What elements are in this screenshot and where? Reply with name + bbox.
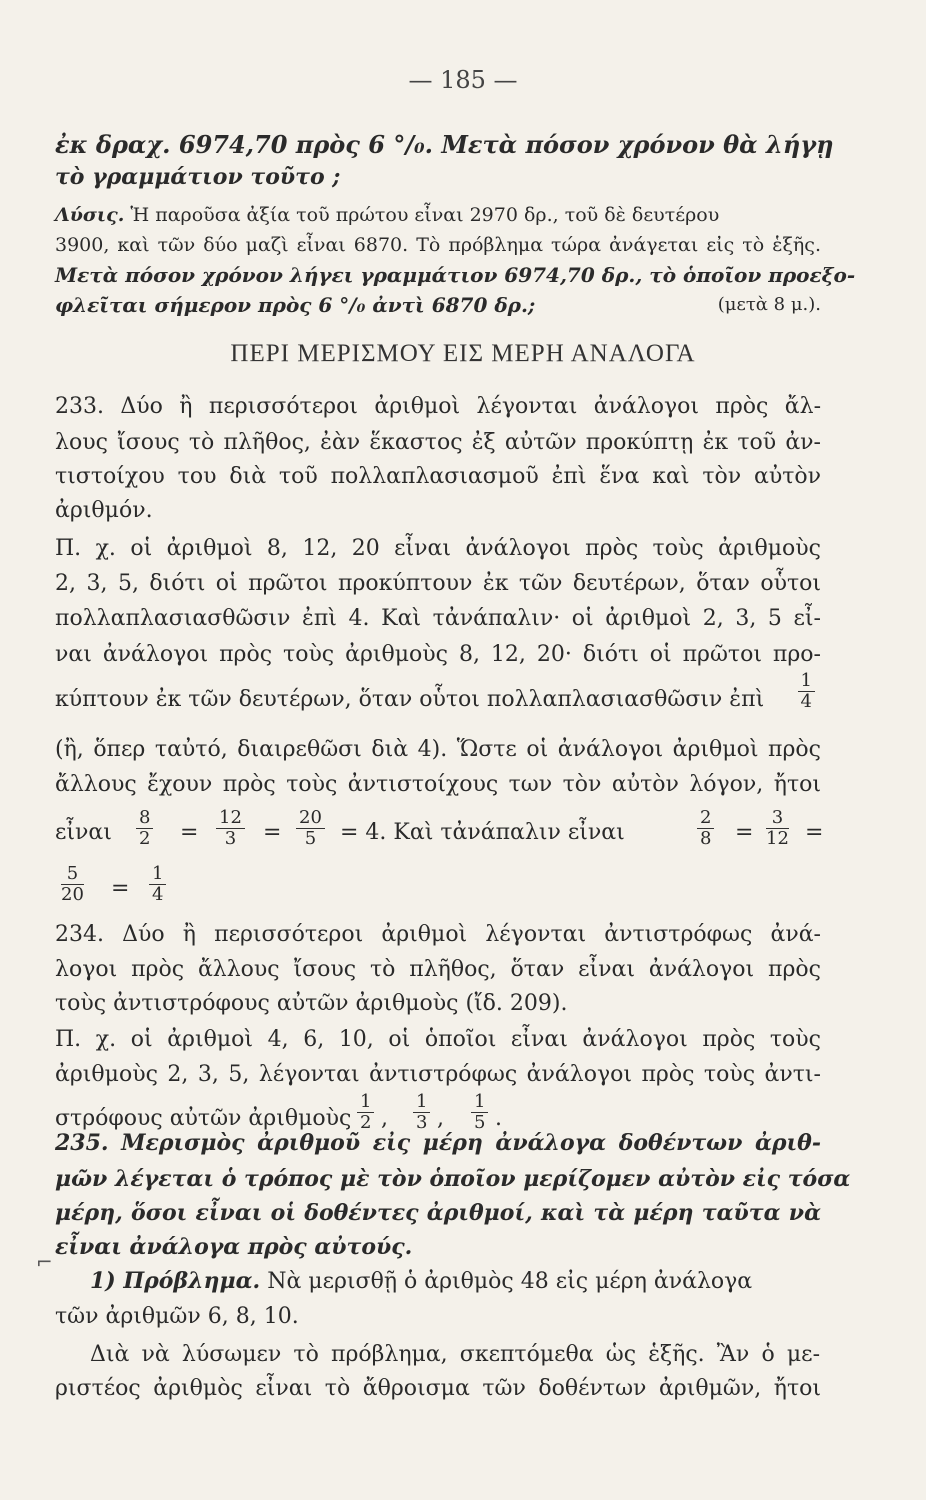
fraction: $\frac{1}{3}$ bbox=[413, 1092, 430, 1133]
text-line: τιστοίχου του διὰ τοῦ πολλαπλασιασμοῦ ἐπὶ ἕνα καὶ τὸν αὐτὸν bbox=[55, 464, 821, 489]
fraction: $\frac{1}{2}$ bbox=[357, 1092, 374, 1133]
fraction: $\frac{20}{5}$ bbox=[296, 808, 325, 849]
text-line: μῶν λέγεται ὁ τρόπος μὲ τὸν ὁποῖον μερίζομεν αὐτὸν εἰς τόσα bbox=[55, 1166, 851, 1192]
text-line: Διὰ νὰ λύσωμεν τὸ πρόβλημα, σκεπτόμεθα ὡς ἑξῆς. Ἂν ὁ με- bbox=[90, 1342, 820, 1367]
text-span: Νὰ μερισθῇ ὁ ἀριθμὸς 48 εἰς μέρη ἀνάλογα bbox=[260, 1269, 753, 1294]
text-line: ριστέος ἀριθμὸς εἶναι τὸ ἄθροισμα τῶν δοθέντων ἀριθμῶν, ἤτοι bbox=[55, 1376, 821, 1401]
text-line: ἐκ δραχ. 6974,70 πρὸς 6 °/₀. Μετὰ πόσον χρόνον θὰ λήγῃ bbox=[55, 130, 834, 159]
text-line: τῶν ἀριθμῶν 6, 8, 10. bbox=[55, 1304, 299, 1329]
fraction: $\frac{2}{8}$ bbox=[697, 808, 714, 849]
fraction: $\frac{1}{4}$ bbox=[149, 864, 166, 905]
fraction: $\frac{12}{3}$ bbox=[216, 808, 245, 849]
text-span: στρόφους αὐτῶν ἀριθμοὺς bbox=[55, 1106, 352, 1131]
solution-label: Λύσις. bbox=[55, 204, 125, 226]
text-line: τοὺς ἀντιστρόφους αὐτῶν ἀριθμοὺς (ἴδ. 209). bbox=[55, 991, 568, 1016]
text-line bbox=[55, 392, 821, 422]
text-line: λους ἴσους τὸ πλῆθος, ἐὰν ἕκαστος ἐξ αὐτῶν προκύπτῃ ἐκ τοῦ ἀν- bbox=[55, 430, 821, 455]
text-line: Μετὰ πόσον χρόνον λήγει γραμμάτιον 6974,70 δρ., τὸ ὁποῖον προεξο- bbox=[55, 263, 856, 287]
fraction: $\frac{5}{20}$ bbox=[61, 863, 84, 905]
fraction: $\frac{3}{12}$ bbox=[766, 807, 789, 849]
para-233-line: 233. Δύο ἢ περισσότεροι ἀριθμοὶ λέγονται ἀνάλογοι πρὸς ἄλ- bbox=[55, 394, 821, 419]
text-span: φλεῖται σήμερον πρὸς 6 °/₀ ἀντὶ 6870 δρ.; bbox=[55, 293, 536, 317]
text-line bbox=[55, 290, 821, 320]
text-span: εἶναι bbox=[55, 820, 112, 845]
margin-mark: ⌐ bbox=[36, 1250, 53, 1274]
text-line: στρόφους αὐτῶν ἀριθμοὺς $\frac{1}{2}$ , $\frac{1}{3}$ , $\frac{1}{5}$ . bbox=[55, 1091, 502, 1133]
equation-line: εἶναι $\frac{8}{2}$ = $\frac{12}{3}$ = $\frac{20}{5}$ = 4. Καὶ τἀνάπαλιν εἶναι $\frac{2}{8}$ = $\frac{3}{12}$ = bbox=[55, 807, 824, 849]
section-heading: ΠΕΡΙ ΜΕΡΙΣΜΟΥ ΕΙΣ ΜΕΡΗ ΑΝΑΛΟΓΑ bbox=[230, 340, 696, 367]
text-line: ἄλλους ἔχουν πρὸς τοὺς ἀντιστοίχους των τὸν αὐτὸν λόγον, ἤτοι bbox=[55, 772, 821, 797]
fraction: $\frac{1}{5}$ bbox=[471, 1092, 488, 1133]
text-line: ἀριθμόν. bbox=[55, 498, 153, 523]
text-line bbox=[55, 670, 821, 715]
equation-line: $\frac{5}{20}$ = $\frac{1}{4}$ bbox=[55, 864, 821, 914]
text-line: (ἢ, ὅπερ ταὐτό, διαιρεθῶσι διὰ 4). Ὥστε οἱ ἀνάλογοι ἀριθμοὶ πρὸς bbox=[55, 737, 821, 762]
text-line: ἀριθμοὺς 2, 3, 5, λέγονται ἀντιστρόφως ἀνάλογοι πρὸς τοὺς ἀντι- bbox=[55, 1062, 821, 1087]
text-line: Π. χ. οἱ ἀριθμοὶ 8, 12, 20 εἶναι ἀνάλογοι πρὸς τοὺς ἀριθμοὺς bbox=[55, 536, 821, 561]
text-line: 2, 3, 5, διότι οἱ πρῶτοι προκύπτουν ἐκ τῶν δευτέρων, ὅταν οὗτοι bbox=[55, 571, 821, 596]
text-line: 235. Μερισμὸς ἀριθμοῦ εἰς μέρη ἀνάλογα δοθέντων ἀριθ- bbox=[55, 1130, 821, 1156]
text-line: Π. χ. οἱ ἀριθμοὶ 4, 6, 10, οἱ ὁποῖοι εἶναι ἀνάλογοι πρὸς τοὺς bbox=[55, 1027, 821, 1052]
text-line bbox=[90, 1266, 820, 1297]
fraction: $\frac{8}{2}$ bbox=[136, 808, 153, 849]
text-line: 3900, καὶ τῶν δύο μαζὶ εἶναι 6870. Τὸ πρόβλημα τώρα ἀνάγεται εἰς τὸ ἑξῆς. bbox=[55, 234, 821, 256]
fraction: $\frac{1}{4}$ bbox=[798, 671, 815, 712]
text-span: Ἡ παροῦσα ἀξία τοῦ πρώτου εἶναι 2970 δρ., τοῦ δὲ δευτέρου bbox=[124, 204, 720, 226]
text-line: πολλαπλασιασθῶσιν ἐπὶ 4. Καὶ τἀνάπαλιν· οἱ ἀριθμοὶ 2, 3, 5 εἶ- bbox=[55, 606, 821, 631]
text-line: εἶναι ἀνάλογα πρὸς αὐτούς. bbox=[55, 1234, 413, 1260]
text-line: μέρη, ὅσοι εἶναι οἱ δοθέντες ἀριθμοί, καὶ τὰ μέρη ταῦτα νὰ bbox=[55, 1200, 821, 1226]
text-line: ναι ἀνάλογοι πρὸς τοὺς ἀριθμοὺς 8, 12, 20· διότι οἱ πρῶτοι προ- bbox=[55, 642, 821, 667]
text-span: = 4. Καὶ τἀνάπαλιν εἶναι bbox=[340, 820, 625, 845]
text-line: τὸ γραμμάτιον τοῦτο ; bbox=[55, 164, 341, 190]
text-line: 234. Δύο ἢ περισσότεροι ἀριθμοὶ λέγονται ἀντιστρόφως ἀνά- bbox=[55, 922, 821, 947]
text-line: λογοι πρὸς ἄλλους ἴσους τὸ πλῆθος, ὅταν εἶναι ἀνάλογοι πρὸς bbox=[55, 957, 821, 982]
text-line bbox=[55, 200, 821, 230]
text-span: κύπτουν ἐκ τῶν δευτέρων, ὅταν οὗτοι πολλαπλασιασθῶσιν ἐπὶ bbox=[55, 687, 765, 712]
answer-note: (μετὰ 8 μ.). bbox=[717, 294, 821, 315]
problem-label: 1) Πρόβλημα. bbox=[90, 1268, 261, 1294]
page-number: — 185 — bbox=[408, 66, 518, 94]
